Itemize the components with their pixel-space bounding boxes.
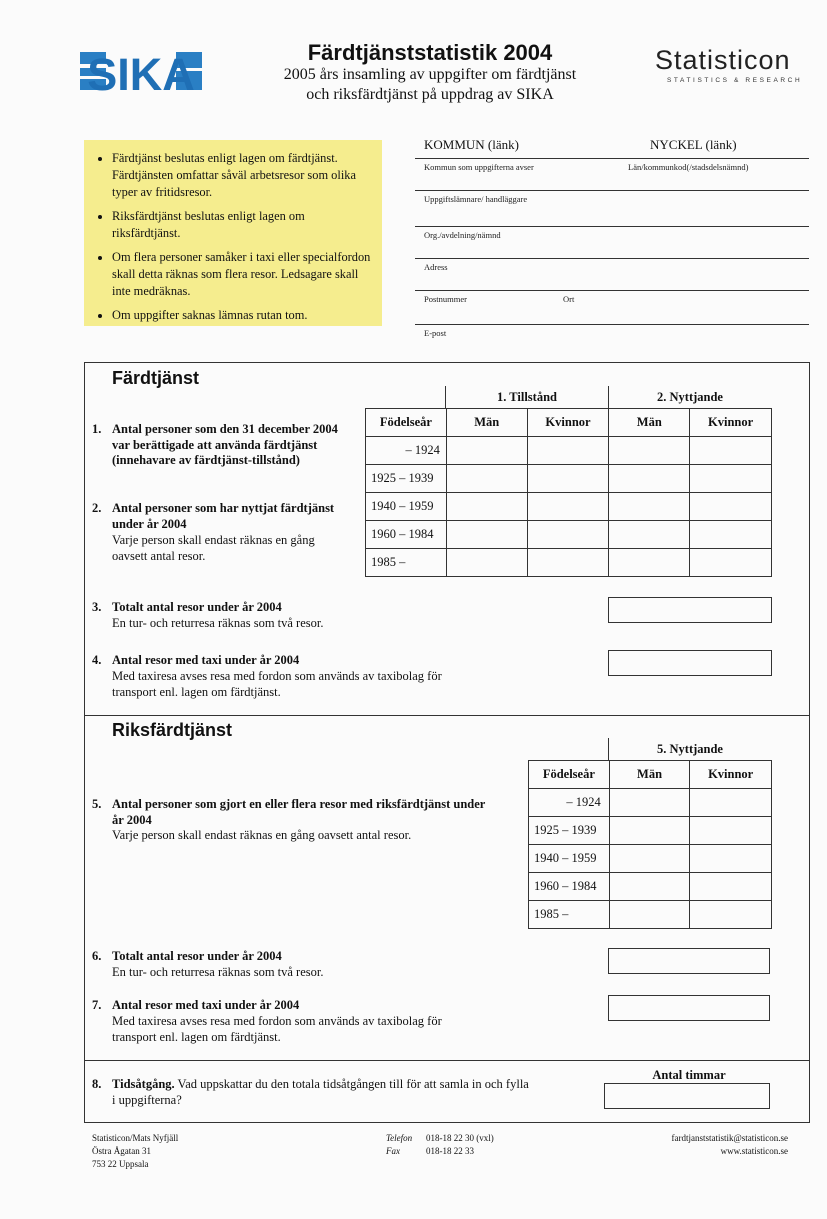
form-subtitle-1: 2005 års insamling av uppgifter om färdtjänst [283, 66, 577, 83]
q2-bold: Antal personer som har nyttjat färdtjänst under år 2004 [112, 501, 335, 531]
input-cell[interactable] [609, 845, 690, 873]
q8-number: 8. [92, 1077, 102, 1091]
input-cell[interactable] [690, 817, 772, 845]
q6-text: En tur- och returresa räknas som två resor. [112, 965, 324, 979]
q5-number: 5. [92, 797, 102, 811]
input-cell[interactable] [446, 493, 527, 521]
col-group-nyttjande: 2. Nyttjande [657, 390, 723, 404]
input-cell[interactable] [690, 789, 772, 817]
input-cell[interactable] [609, 521, 690, 549]
input-cell[interactable] [609, 493, 690, 521]
q7-input[interactable] [608, 995, 770, 1021]
year-cell: 1985 – [366, 549, 447, 577]
footer-zip-city: 753 22 Uppsala [92, 1159, 149, 1169]
adress-label: Adress [424, 262, 448, 272]
input-cell[interactable] [609, 901, 690, 929]
input-cell[interactable] [690, 873, 772, 901]
input-cell[interactable] [609, 789, 690, 817]
antal-timmar-label: Antal timmar [652, 1068, 726, 1082]
input-cell[interactable] [446, 437, 527, 465]
statisticon-tagline: STATISTICS & RESEARCH [667, 77, 803, 84]
q2-text: Varje person skall endast räknas en gång oavsett antal resor. [112, 533, 315, 563]
input-cell[interactable] [609, 873, 690, 901]
riksfardtjanst-title: Riksfärdtjänst [112, 720, 233, 740]
table-row [366, 493, 772, 521]
input-cell[interactable] [527, 549, 609, 577]
q7-number: 7. [92, 998, 102, 1012]
input-cell[interactable] [690, 521, 772, 549]
q8-text: Vad uppskattar du den totala tidsåtgången till för att samla in och fylla i uppgifterna? [112, 1077, 529, 1107]
footer-tel: 018-18 22 30 (vxl) [426, 1133, 494, 1143]
q4-input[interactable] [608, 650, 772, 676]
q5-bold: Antal personer som gjort en eller flera resor med riksfärdtjänst under år 2004 [112, 797, 486, 827]
statisticon-brand: Statisticon [655, 45, 791, 75]
table-row [529, 873, 772, 901]
year-cell: – 1924 [366, 437, 447, 465]
year-cell: 1940 – 1959 [366, 493, 447, 521]
input-cell[interactable] [609, 817, 690, 845]
input-cell[interactable] [446, 521, 527, 549]
form-title: Färdtjänststatistik 2004 [307, 40, 553, 65]
input-cell[interactable] [446, 549, 527, 577]
uppgift-label: Uppgiftslämnare/ handläggare [424, 194, 528, 204]
input-cell[interactable] [527, 465, 609, 493]
epost-field[interactable] [415, 324, 809, 325]
q3-input[interactable] [608, 597, 772, 623]
fardtjanst-title: Färdtjänst [112, 368, 200, 388]
input-cell[interactable] [690, 901, 772, 929]
input-cell[interactable] [690, 437, 772, 465]
q4-bold: Antal resor med taxi under år 2004 [112, 653, 300, 667]
divider [84, 1060, 810, 1061]
footer-email[interactable]: fardtjanststatistik@statisticon.se [671, 1133, 788, 1143]
year-cell: 1960 – 1984 [366, 521, 447, 549]
table-row [529, 817, 772, 845]
note-item: • Om uppgifter saknas lämnas rutan tom. [112, 307, 374, 324]
q1-number: 1. [92, 422, 102, 436]
adress-field[interactable] [415, 258, 809, 259]
input-cell[interactable] [690, 493, 772, 521]
input-cell[interactable] [527, 437, 609, 465]
col-kvinnor: Kvinnor [527, 409, 609, 437]
input-cell[interactable] [690, 549, 772, 577]
q4-text: Med taxiresa avses resa med fordon som används av taxibolag för transport enl. lagen om färdtjänst. [112, 669, 442, 699]
form-subtitle-2: och riksfärdtjänst på uppdrag av SIKA [306, 86, 554, 103]
year-cell: 1925 – 1939 [366, 465, 447, 493]
q3-bold: Totalt antal resor under år 2004 [112, 600, 282, 614]
logo-text: SIKA [87, 49, 195, 96]
year-cell: 1925 – 1939 [529, 817, 610, 845]
nyckel-link[interactable]: NYCKEL (länk) [650, 137, 737, 152]
q5-text: Varje person skall endast räknas en gång oavsett antal resor. [112, 828, 412, 842]
col-kvinnor: Kvinnor [690, 409, 772, 437]
sika-logo [80, 46, 202, 96]
table-row [366, 437, 772, 465]
ort-label: Ort [563, 294, 575, 304]
footer-web[interactable]: www.statisticon.se [720, 1146, 788, 1156]
table-row [366, 521, 772, 549]
footer-fax: 018-18 22 33 [426, 1146, 474, 1156]
col-fodelsear: Födelseår [529, 761, 610, 789]
footer-org: Statisticon/Mats Nyfjäll [92, 1133, 179, 1143]
note-item: • Riksfärdtjänst beslutas enligt lagen om riksfärdtjänst. [112, 208, 374, 242]
year-cell: 1985 – [529, 901, 610, 929]
fardtjanst-table [365, 408, 772, 577]
col-man: Män [609, 761, 690, 789]
input-cell[interactable] [690, 465, 772, 493]
riksfardtjanst-table [528, 760, 772, 929]
year-cell: – 1924 [529, 789, 610, 817]
org-field[interactable] [415, 226, 809, 227]
footer-street: Östra Ågatan 31 [92, 1146, 151, 1156]
year-cell: 1960 – 1984 [529, 873, 610, 901]
q4-number: 4. [92, 653, 102, 667]
input-cell[interactable] [446, 465, 527, 493]
fax-label: Fax [386, 1146, 400, 1156]
input-cell[interactable] [609, 465, 690, 493]
table-row [529, 901, 772, 929]
col-fodelsear: Födelseår [366, 409, 447, 437]
kommun-link[interactable]: KOMMUN (länk) [424, 137, 519, 152]
uppgift-field[interactable] [415, 190, 809, 191]
year-cell: 1940 – 1959 [529, 845, 610, 873]
org-label: Org./avdelning/nämnd [424, 230, 501, 240]
q3-number: 3. [92, 600, 102, 614]
table-row [529, 789, 772, 817]
q6-number: 6. [92, 949, 102, 963]
input-cell[interactable] [527, 521, 609, 549]
q1-text: Antal personer som den 31 december 2004 var berättigade att använda färdtjänst (innehavare av färdtjänst-tillstånd) [112, 422, 338, 467]
input-cell[interactable] [690, 845, 772, 873]
postnummer-field[interactable] [415, 290, 809, 291]
epost-label: E-post [424, 328, 447, 338]
q8-bold: Tidsåtgång. [112, 1077, 175, 1091]
q6-bold: Totalt antal resor under år 2004 [112, 949, 282, 963]
q2-number: 2. [92, 501, 102, 515]
col-kvinnor: Kvinnor [690, 761, 772, 789]
table-row [366, 465, 772, 493]
col-man: Män [446, 409, 527, 437]
info-note [84, 140, 382, 326]
table-row [529, 845, 772, 873]
note-item: • Färdtjänst beslutas enligt lagen om färdtjänst. Färdtjänsten omfattar såväl arbetsresor som olika typer av fritidsresor. [112, 150, 374, 201]
q7-text: Med taxiresa avses resa med fordon som används av taxibolag för transport enl. lagen om färdtjänst. [112, 1014, 442, 1044]
note-item: • Om flera personer samåker i taxi eller specialfordon skall detta räknas som flera resor. Ledsagare skall inte medräknas. [112, 249, 374, 300]
table-row [366, 549, 772, 577]
q8-input[interactable] [604, 1083, 770, 1109]
lan-label: Län/kommunkod(/stadsdelsnämnd) [628, 162, 749, 172]
postnummer-label: Postnummer [424, 294, 467, 304]
input-cell[interactable] [527, 493, 609, 521]
col-man: Män [609, 409, 690, 437]
col-group-nyttjande: 5. Nyttjande [657, 742, 723, 756]
tel-label: Telefon [386, 1133, 413, 1143]
input-cell[interactable] [609, 437, 690, 465]
q3-text: En tur- och returresa räknas som två resor. [112, 616, 324, 630]
input-cell[interactable] [609, 549, 690, 577]
kommun-label: Kommun som uppgifterna avser [424, 162, 534, 172]
q6-input[interactable] [608, 948, 770, 974]
field-line [415, 158, 809, 159]
q7-bold: Antal resor med taxi under år 2004 [112, 998, 300, 1012]
col-group-tillstand: 1. Tillstånd [497, 390, 557, 404]
